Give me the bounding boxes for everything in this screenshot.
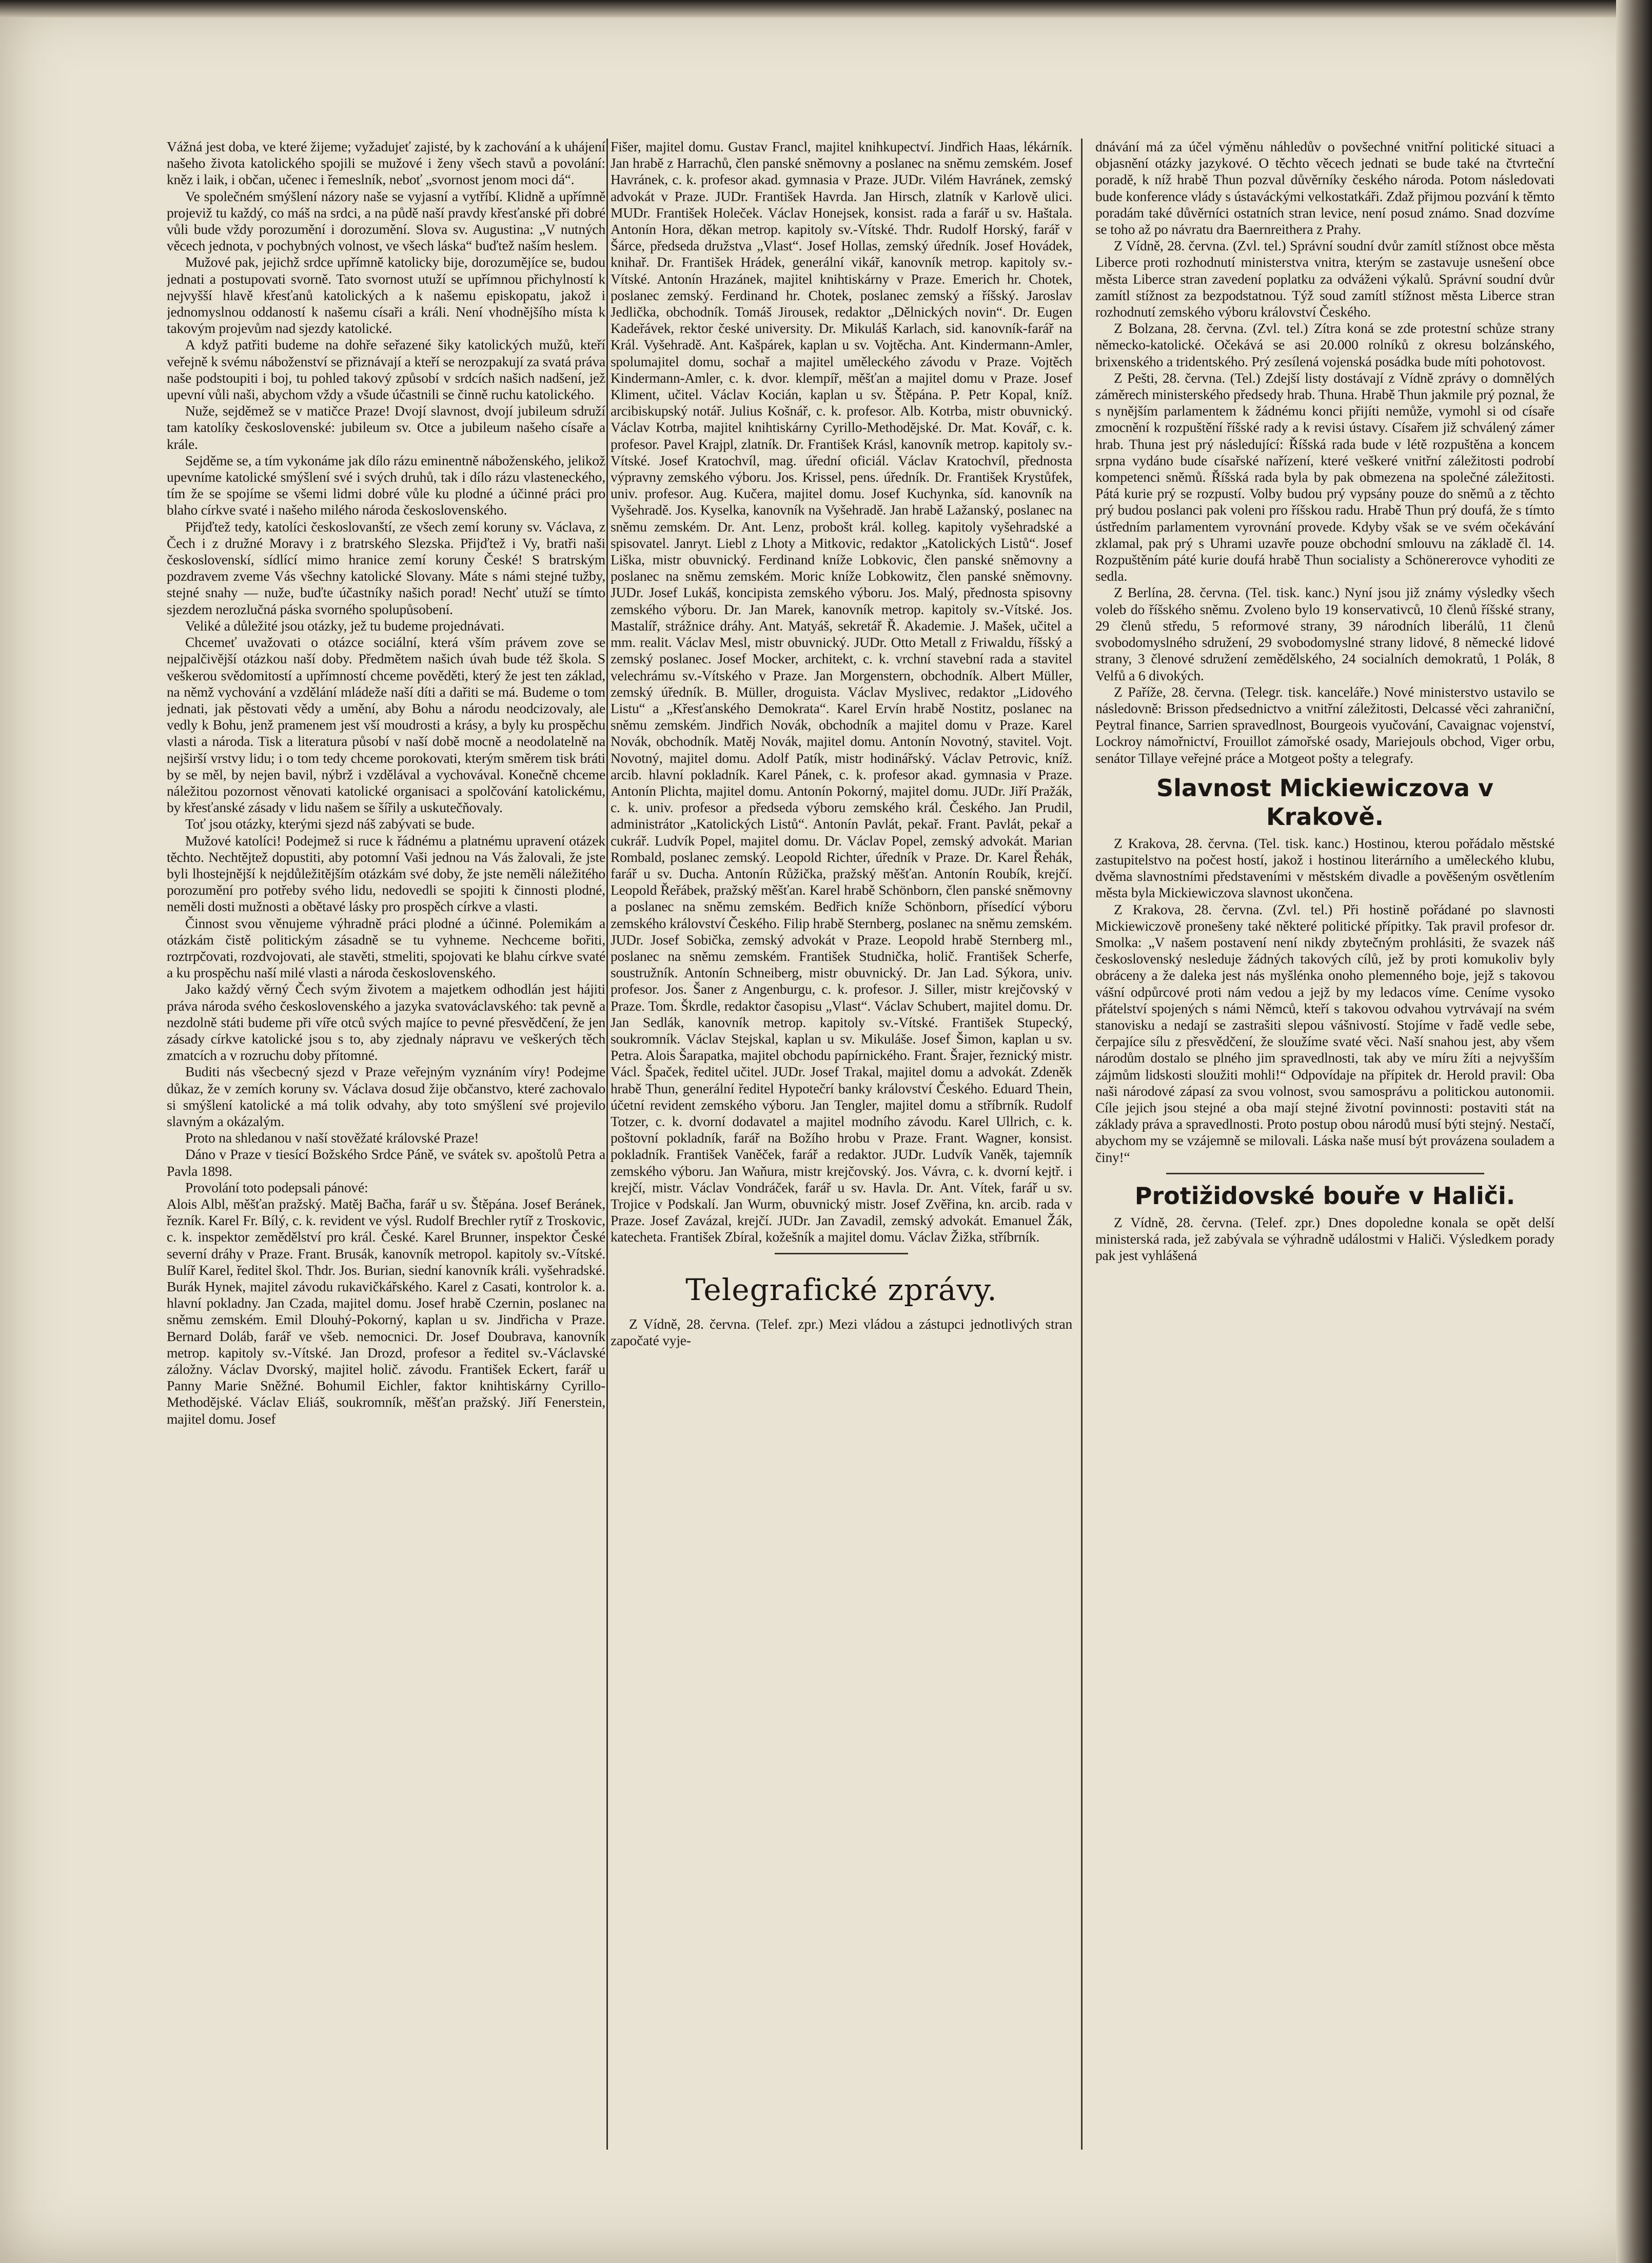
paragraph: Proto na shledanou v naší stověžaté královské Praze! <box>185 1130 479 1146</box>
paragraph: Veliké a důležité jsou otázky, jež tu budeme projednávati. <box>185 617 504 634</box>
paragraph: Buditi nás všecbecný sjezd v Praze veřejným vyznáním víry! Podejme důkaz, že v zemích koruny sv. Václava dosud žije občanstvo, které zachovalo si smýšlení katolické a má tolik odvahy, aby toto smýšlení své projevilo slavným a okázalým. <box>167 1064 605 1129</box>
column-middle <box>611 139 1072 2232</box>
column-rule-2 <box>1081 139 1083 2150</box>
column-right <box>1095 139 1555 2232</box>
section-separator <box>1166 1173 1484 1174</box>
paragraph: Z Bolzana, 28. června. (Zvl. tel.) Zítra koná se zde protestní schůze strany německo-katolické. Očekává se asi 20.000 rolníků z okresu bolzánského, brixenského a tridentského. Prý zesílená vojenská posádka bude míti pohotovost. <box>1095 320 1555 369</box>
column-left <box>167 139 605 2232</box>
paragraph: Chcemeť uvažovati o otázce sociální, která vším právem zove se nejpalčivější otázkou naší doby. Předmětem našich úvah bude též škola. S veškerou svědomitostí a upřímností chceme pověděti, který že jest ten základ, na němž vychování a vzdělání mládeže naší díti a dařiti se má. Budeme o tom jednati, jak pěstovati vědy a umění, aby Bohu a národu neodcizovaly, ale vedly k Bohu, jenž pramenem jest vší moudrosti a krásy, a byly ku prospěchu vlasti a národa. Tisk a literatura působí v naší době mocně a neodolatelně na nejširší vrstvy lidu; i o tom tedy chceme porokovati, kterým směrem tisk bráti by se měl, by nejen bavil, nýbrž i vzdělával a vychovával. Konečně chceme náležitou pozornost věnovati katolické organisaci a spolčování katolickému, by křesťanské zásady v lidu našem se šířily a uskutečňovaly. <box>167 634 605 816</box>
halic-headline: Protižidovské bouře v Haliči. <box>1134 1182 1516 1210</box>
signatories-list-continued: Fišer, majitel domu. Gustav Francl, majitel knihkupectví. Jindřich Haas, lékárník. Jan hrabě z Harrachů, člen panské sněmovny a poslanec na sněmu zemském. Josef Havránek, c. k. profesor akad. gymnasia v Praze. JUDr. Vilém Havránek, zemský advokát v Praze. JUDr. František Havrda. Jan Hirsch, zlatník v Karlově ulici. MUDr. František Holeček. Václav Honejsek, konsist. rada a farář u sv. Haštala. Antonín Hora, děkan metrop. kapitoly sv.-Vítské. Thdr. Rudolf Horský, farář v Šárce, předseda družstva „Vlast“. Josef Hollas, zemský úředník. Josef Hovádek, knihař. Dr. František Hrádek, generální vikář, kanovník metrop. kapitoly sv.-Vítské. Antonín Hrazánek, majitel knihtiskárny v Praze. Emerich hr. Chotek, poslanec zemský. Ferdinand hr. Chotek, poslanec zemský a říšský. Jaroslav Jedlička, obchodník. Tomáš Jirousek, redaktor „Dělnických novin“. Dr. Eugen Kadeřávek, rektor české university. Dr. Mikuláš Karlach, sid. kanovník-farář na Král. Vyšehradě. Ant. Kašpárek, kaplan u sv. Vojtěcha. Ant. Kindermann-Amler, spolumajitel domu, sochař a majitel uměleckého závodu v Praze. Vojtěch Kindermann-Amler, c. k. dvor. klempíř, měšťan a majitel domu v Praze. Josef Kliment, učitel. Václav Kocián, kaplan u sv. Štěpána. P. Petr Kopal, kníž. arcibiskupský notář. Julius Košnář, c. k. profesor. Alb. Kotrba, mistr obuvnický. Václav Kotrba, majitel knihtiskárny Cyrillo-Methodějské. Dr. Mat. Kovář, c. k. profesor. Pavel Krajpl, zlatník. Dr. František Krásl, kanovník metrop. kapitoly sv.-Vítské. Josef Kratochvíl, mag. úřední oficiál. Václav Kratochvíl, přednosta výpravny zemského výboru. Jos. Krissel, pens. úředník. Dr. František Krystůfek, univ. profesor. Aug. Kučera, majitel domu. Josef Kuchynka, síd. kanovník na Vyšehradě. Jos. Kyselka, kanovník na Vyšehradě. Jan hrabě Lažanský, poslanec na sněmu zemském. Dr. Ant. Lenz, probošt král. kolleg. kapitoly vyšehradské a spisovatel. Janryt. Liebl z Lhoty a Mitkovic, redaktor „Katolických Listů“. Josef Liška, mistr obuvnický. Ferdinand kníže Lobkovic, člen panské sněmovny a poslanec na sněmu zemském. Moric kníže Lobkowitz, člen panské sněmovny. JUDr. Josef Lukáš, koncipista zemského výboru. Jos. Malý, přednosta spisovny zemského výboru. Dr. Jan Marek, kanovník metrop. kapitoly sv.-Vítské. Jos. Mastalíř, strážnice dráhy. Ant. Matyáš, sekretář Ř. Akademie. J. Mašek, učitel a mm. realit. Václav Mesl, mistr obuvnický. JUDr. Otto Metall z Friwaldu, říšský a zemský poslanec. Josef Mocker, architekt, c. k. vrchní stavební rada a stavitel velechrámu sv.-Vítského v Praze. Jan Morgenstern, obchodník. Albert Müller, zemský úředník. B. Müller, droguista. Václav Myslivec, redaktor „Lidového Listu“ a „Křesťanského Demokrata“. Karel Ervín hrabě Nostitz, poslanec na sněmu zemském. Jindřich Novák, obchodník a majitel domu v Praze. Karel Novák, obchodník. Matěj Novák, majitel domu. Antonín Novotný, stavitel. Vojt. Novotný, majitel domu. Adolf Patík, mistr hodinářský. Václav Petrovic, kníž. arcib. hlavní pokladník. Karel Pánek, c. k. profesor akad. gymnasia v Praze. Antonín Plichta, majitel domu. Antonín Pokorný, majitel domu. JUDr. Jiří Pražák, c. k. univ. profesor a předseda výboru zemského král. Českého. Jan Prudil, administrátor „Katolických Listů“. Antonín Pavlát, pekař. Frant. Pavlát, pekař a cukrář. Ludvík Popel, majitel domu. Dr. Václav Popel, zemský advokát. Marian Rombald, poslanec zemský. Leopold Richter, úředník v Praze. Dr. Karel Řehák, farář u sv. Ducha. Antonín Růžička, pražský měšťan. Antonín Roubík, krejčí. Leopold Řeřábek, pražský měšťan. Karel hrabě Schönborn, člen panské sněmovny a poslanec na sněmu zemském. Bedřich kníže Schönborn, přísedící výboru zemského království Českého. Filip hrabě Sternberg, poslanec na sněmu zemském. JUDr. Josef Sobička, zemský advokát v Praze. Leopold hrabě Sternberg ml., poslanec na sněmu zemském. František Studnička, holič. František Scherfe, soustružník. Antonín Schneiberg, mistr obuvnický. Dr. Jan Lad. Sýkora, univ. profesor. Jos. Šaner z Angenburgu, c. k. profesor. J. Siller, mistr krejčovský v Praze. Tom. Škrdle, redaktor časopisu „Vlast“. Václav Schubert, majitel domu. Dr. Jan Sedlák, kanovník metrop. kapitoly sv.-Vítské. František Stupecký, soukromník. Václav Stejskal, kaplan u sv. Mikuláše. Josef Šimon, kaplan u sv. Petra. Alois Šarapatka, majitel obchodu papírnického. Frant. Šrajer, řeznický mistr. Václ. Špaček, ředitel učitel. JUDr. Josef Trakal, majitel domu a advokát. Zdeněk hrabě Thun, generální ředitel Hypotečrí banky království Českého. Eduard Thein, účetní revident zemského výboru. Jan Tengler, majitel domu a stříbrník. Rudolf Totzer, c. k. dvorní dodavatel a majitel modního závodu. Karel Ullrich, c. k. poštovní pokladník, farář na Božího hrobu v Praze. Frant. Wagner, konsist. pokladník. František Vaněček, farář a redaktor. JUDr. Ludvík Vaněk, tajemník zemského výboru. Jan Waňura, mistr krejčovský. Jos. Vávra, c. k. dvorní kejtř. i krejčí, mistr. Václav Vondráček, farář u sv. Havla. Dr. Ant. Vítek, farář u sv. Trojice v Podskalí. Jan Wurm, obuvnický mistr. Josef Zvěřina, kn. arcib. rada v Praze. Josef Zavázal, krejčí. JUDr. Jan Zavadil, zemský advokát. Emanuel Žák, katecheta. František Zbíral, kožešník a majitel domu. Václav Žižka, stříbrník. <box>611 139 1072 1245</box>
paragraph: Činnost svou věnujeme výhradně práci plodné a účinné. Polemikám a otázkám čistě politickým zásadně se tu vyhneme. Nechceme bořiti, roztrpčovati, rozdvojovati, ale stavěti, stmeliti, spojovati ke blahu církve svaté a ku prospěchu naší milé vlasti a národa československého. <box>167 915 605 981</box>
paragraph: Z Paříže, 28. června. (Telegr. tisk. kanceláře.) Nové ministerstvo ustavilo se následovně: Brisson předsednictvo a vnitřní záležitosti, Delcassé věci zahraniční, Peytral finance, Sarrien spravedlnost, Bourgeois vyučování, Cavaignac vojenství, Lockroy námořnictví, Frouillot zámořské osady, Mariejouls obchod, Viger orbu, senátor Tillaye veřejné práce a Motgeot pošty a telegrafy. <box>1095 683 1555 766</box>
paragraph: Nuže, sejděmež se v matičce Praze! Dvojí slavnost, dvojí jubileum sdruží tam katolíky československé: jubileum sv. Otce a jubileum našeho císaře a krále. <box>167 403 605 452</box>
page-top-edge <box>0 0 1652 17</box>
paragraph: Přijďtež tedy, katolíci českoslovanští, ze všech zemí koruny sv. Václava, z Čech i z družné Moravy i z bratrského Slezska. Přijďtež i Vy, bratři naši československí, sídlící mimo hranice zemí koruny České! S bratrským pozdravem zveme Vás všechny katolické Slovany. Máte s námi stejné tužby, stejné snahy — nuže, buďte účastníky našich porad! Nechť utuží se tímto sjezdem nerozlučná páska svorného spolupůsobení. <box>167 518 605 617</box>
paragraph: Z Vídně, 28. června. (Zvl. tel.) Správní soudní dvůr zamítl stížnost obce města Liberce proti rozhodnutí ministerstva vnitra, kterým se zastavuje usnešení obce města Liberce stran zavedení poplatku za odváženi výkalů. Správní soudní dvůr zamítl stížnost za bezpodstatnou. Týž soud zamítl stížnost města Liberce stran rozhodnutí zemského výboru království Českého. <box>1095 238 1555 320</box>
paragraph: dnávání má za účel výměnu náhledův o povšechné vnitřní politické situaci a objasnění otázky jazykové. O těchto věcech jednati se bude také na čtvrteční poradě, k níž hrabě Thun pozval důvěrníky českého národa. Potom následovati bude konference vlády s ústaváckými velkostatkáři. Zdaž přijmou pozvání k těmto poradám také důvěrníci ostatních stran levice, není posud známo. Snad dozvíme se toho až po návratu dra Baernreithera z Prahy. <box>1095 139 1555 238</box>
paragraph: Mužové pak, jejichž srdce upřímně katolicky bije, dorozumějíce se, budou jednati a postupovati svorně. Tato svornost utuží se upřímnou přichylností k nejvyšší hlavě křesťanů katolických a k našemu episkopatu, jakož i jednomyslnou oddaností k našemu císaři a králi. Není vhodnějšího místa k takovým projevům nad sjezdy katolické. <box>167 254 605 337</box>
paragraph: Vážná jest doba, ve které žijeme; vyžadujeť zajisté, by k zachování a k uhájení našeho života katolického spojili se mužové i ženy všech stavů a povolání: kněz i laik, i občan, učenec i řemeslník, neboť „svornost jenom moci dá“. <box>167 139 605 188</box>
paragraph: Z Krakova, 28. června. (Tel. tisk. kanc.) Hostinou, kterou pořádalo městské zastupitelstvo na počest hostí, jakož i hostinou literárního a uměleckého klubu, dvěma slavnostními představeními v městském divadle a pověšeným osvětlením města byla Mickiewiczova slavnost ukončena. <box>1095 835 1555 901</box>
paragraph: Jako každý věrný Čech svým životem a majetkem odhodlán jest hájiti práva národa svého československého a jazyka svatováclavského: tak pevně a nezdolně státi budeme při víře otců svých majíce to pevné přesvědčení, že jen zásady církve katolické jsou s to, aby zjednaly nápravu ve veškerých těch zmatcích a v rozruchu doby přítomné. <box>167 981 605 1064</box>
paragraph: Provolání toto podepsali pánové: <box>185 1179 368 1195</box>
paragraph: Z Vídně, 28. června. (Telef. zpr.) Mezi vládou a zástupci jednotlivých stran započaté vyje- <box>611 1315 1072 1348</box>
krakow-headline: Slavnost Mickiewiczova v Krakově. <box>1156 774 1493 831</box>
paragraph: Dáno v Praze v tiesící Božského Srdce Páně, ve svátek sv. apoštolů Petra a Pavla 1898. <box>167 1146 605 1179</box>
signatories-list: Alois Albl, měšťan pražský. Matěj Bačha, farář u sv. Štěpána. Josef Beránek, řezník. Karel Fr. Bílý, c. k. revident ve výsl. Rudolf Brechler rytíř z Troskovic, c. k. inspektor zemědělství pro král. České. Karel Brunner, inspektor České severní dráhy v Praze. Frant. Brusák, kanovník metropol. kapitoly sv.-Vítské. Bulíř Karel, ředitel škol. Thdr. Jos. Burian, siední kanovník králi. vyšehradské. Burák Hynek, majitel závodu rukavičkářského. Karel z Casati, kontrolor k. a. hlavní pokladny. Jan Czada, majitel domu. Josef hrabě Czernin, poslanec na sněmu zemském. Emil Dlouhý-Pokorný, kaplan u sv. Jindřicha v Praze. Bernard Doláb, farář ve všeb. nemocnici. Dr. Josef Doubrava, kanovník metrop. kapitoly sv.-Vítské. Jan Drozd, profesor a ředitel sv.-Václavské záložny. Václav Dvorský, majitel holič. závodu. František Eckert, farář u Panny Marie Sněžné. Bohumil Eichler, faktor knihtiskárny Cyrillo-Methodějské. Václav Eliáš, soukromník, měšťan pražský. Jiří Fenerstein, majitel domu. Josef <box>167 1196 605 1427</box>
section-separator <box>775 1253 908 1254</box>
paragraph: Z Pešti, 28. června. (Tel.) Zdejší listy dostávají z Vídně zprávy o domnělých záměrech ministerského předsedy hrab. Thuna. Hrabě Thun jakmile prý poznal, že s nynějším parlamentem k žádnému konci přijíti nemůže, vymohl si od císaře zmocnění k rozpuštění říšské rady a k revisi ústavy. Císařem již schválený zámer hrab. Thuna jest prý následující: Říšská rada bude v létě rozpuštěna a koncem srpna vydáno bude císařské nařízení, které veškeré vnitřní záležitosti podrobí kompetenci sněmů. Říšská rada byla by pak obmezena na společné záležitosti. Pátá kurie prý se rozpustí. Volby budou prý vypsány pouze do sněmů a z těchto prý budou poslanci pak voleni pro říšskou radu. Hrabě Thun prý doufá, že s tímto ústředním parlamentem vyrovnání provede. Kdyby však se ve svém očekávání zklamal, pak prý s Uhrami uzavře pouze obchodní smlouvu na základě čl. 14. Rozpuštěním páté kurie doufá hrabě Thun socialisty a Schönererovce vyhoditi ze sedla. <box>1095 369 1555 584</box>
telegram-heading: Telegrafické zprávy. <box>685 1272 997 1307</box>
paragraph: Toť jsou otázky, kterými sjezd náš zabývati se bude. <box>185 816 475 832</box>
paragraph: Mužové katolíci! Podejmež si ruce k řádnému a platnému upravení otázek těchto. Nechtějtež dopustiti, aby potomní Vaši jednou na Vás žalovali, že jste byli lhostejnější k nejdůležitějším otázkám své doby, že jste neměli náležitého porozumění pro potřeby svého lidu, nedovedli se spojiti k činnosti plodné, neměli dosti mužnosti a obětavé lásky pro prospěch církve a vlasti. <box>167 832 605 915</box>
paragraph: Sejděme se, a tím vykonáme jak dílo rázu eminentně náboženského, jelikož upevníme katolické smýšlení své i svých druhů, tak i dílo rázu vlasteneckého, tím že se spojíme se všemi lidmi dobré vůle ku plodné a účinné práci pro blaho církve svaté i našeho milého národa československého. <box>167 452 605 518</box>
paragraph: Z Berlína, 28. června. (Tel. tisk. kanc.) Nyní jsou již známy výsledky všech voleb do říšského sněmu. Zvoleno bylo 19 konservativců, 10 členů říšské strany, 29 členů středu, 5 reformové strany, 39 národních liberálů, 11 členů svobodomyslného sdružení, 29 svobodomyslné strany lidové, 8 německé lidové strany, 3 členové sdružení zemědělského, 24 socialních demokratů, 1 Polák, 8 Velfů a 6 divokých. <box>1095 584 1555 683</box>
paragraph: Ve společném smýšlení názory naše se vyjasní a vytříbí. Klidně a upřímně projeviž tu každý, co máš na srdci, a na půdě naší pravdy křesťanské při dobré vůli bude vždy porozumění i dorozumění. Slova sv. Augustina: „V nutných věcech jednota, v pochybných volnost, ve všech láska“ buďtež naším heslem. <box>167 188 605 254</box>
paragraph: Z Vídně, 28. června. (Telef. zpr.) Dnes dopoledne konala se opět delší ministerská rada, jež zabývala se výhradně událostmi v Haliči. Výsledkem porady pak jest vyhlášená <box>1095 1214 1555 1264</box>
paragraph: Z Krakova, 28. června. (Zvl. tel.) Při hostině pořádané po slavnosti Mickiewiczově pronešeny také některé politické přípitky. Tak pravil profesor dr. Smolka: „V našem postavení není nikdy zbytečným prohlásiti, že svazek náš československý nesleduje žádných takových cílů, jež by proti komukoliv byly obráceny a že daleka jest nás myšlénka onoho plemenného boje, jejž s takovou vášní odpůrcové proti nám vedou a jejž by my ledacos víme. Ceníme vysoko přátelství spojených s námi Němců, kteří s takovou odvahou vytrvávají na svém stanovisku a nedají se zastrašiti slepou vášnivostí. Stojíme v řadě vedle sebe, čerpajíce sílu z přesvědčení, že sloužíme svaté věci. Naší snahou jest, aby všem národům dostalo se plného jim spravedlnosti, tak aby ve míru žíti a nejvyšším zájmům lidskosti sloužiti mohli!“ Odpovídaje na přípitek dr. Herold pravil: Oba naši národové zápasí za svou volnost, svou samosprávu a politickou autonomii. Cíle jejich jsou stejné a oba mají stejné životní povinnosti: postaviti stát na základy práva a spravedlnosti. Proto postup obou národů musí býti stejný. Nestačí, abychom my se vzájemně se milovali. Láska naše musí být provázena souladem a činy!“ <box>1095 901 1555 1165</box>
paragraph: A když patřiti budeme na dohře seřazené šiky katolických mužů, kteří veřejně k svému náboženství se přiznávají a kteří se nerozpakují za svatá práva naše podstoupiti i boj, tu pohled takový způsobí v srdcích našich nadšení, jež upevní vůli naši, abychom vždy a všude účastnili se činně ruchu katolického. <box>167 337 605 403</box>
binding-edge-shadow <box>1616 0 1652 2263</box>
column-rule-1 <box>606 139 608 2150</box>
